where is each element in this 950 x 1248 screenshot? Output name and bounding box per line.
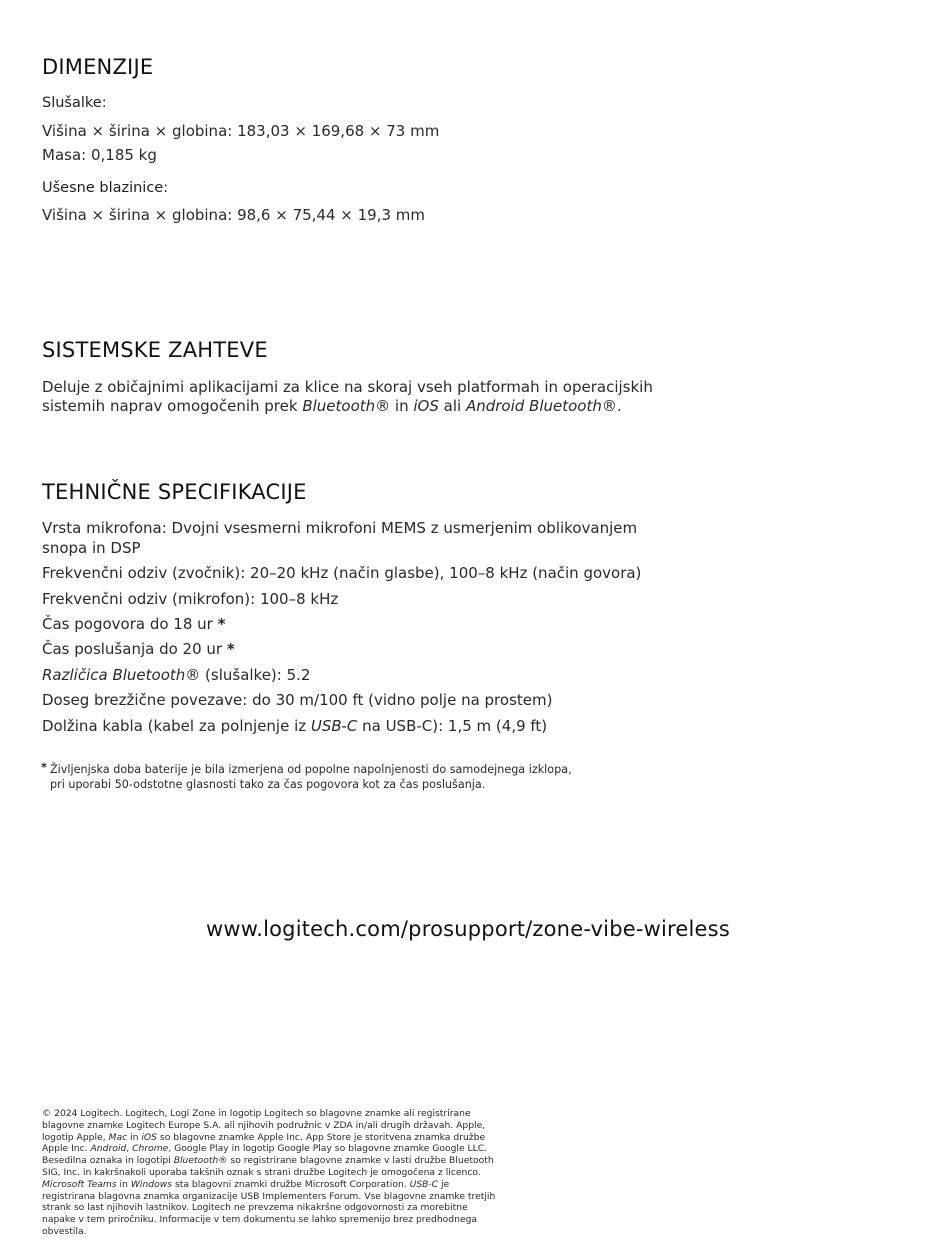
legal-bluetooth: Bluetooth® <box>173 1155 228 1167</box>
headphones-label: Slušalke: <box>42 95 107 111</box>
earpads-size: Višina × širina × globina: 98,6 × 75,44 × 19,3 mm <box>42 206 426 224</box>
spec-bluetooth-version <box>42 665 310 685</box>
footnote <box>41 762 572 792</box>
legal-ios: iOS <box>141 1131 157 1143</box>
legal-text: so blagovne znamke Apple Inc. App Store je storitvena znamka družbe Apple Inc. <box>42 1131 486 1155</box>
legal-teams: Microsoft Teams <box>42 1178 117 1190</box>
spec-mic-line-1: Vrsta mikrofona: Dvojni vsesmerni mikrofoni MEMS z usmerjenim oblikovanjem <box>42 519 638 537</box>
legal-text: so registrirane blagovne znamke v lasti družbe Bluetooth SIG, Inc. in kakršnakoli uporaba takšnih oznak s strani družbe Logitech je omogočena z licenco. <box>42 1155 494 1178</box>
listen-time-text: Čas poslušanja do 20 ur <box>42 640 223 658</box>
spec-mic-line-2: snopa in DSP <box>42 539 141 557</box>
bluetooth-text: Bluetooth <box>302 397 376 415</box>
legal-text: in <box>116 1178 131 1190</box>
cable-text: na USB-C): 1,5 m (4,9 ft) <box>357 717 548 735</box>
legal-text: , <box>126 1143 133 1155</box>
headphones-size: Višina × širina × globina: 183,03 × 169,68 × 73 mm <box>42 122 440 140</box>
legal-text: je registrirana blagovna znamka organizacije USB Implementers Forum. Vse blagovne znamke tretjih strank so last njihovih lastnikov. Logitech ne prevzema nikakršne odgovornosti za morebitne napake v tem priročniku. Informacije v tem dokumentu se lahko spremenijo brez predhodnega obvestila. <box>42 1178 496 1237</box>
bluetooth-version-label: Različica Bluetooth <box>42 666 186 684</box>
system-heading: SISTEMSKE ZAHTEVE <box>42 338 268 362</box>
ios-text: iOS <box>413 397 439 415</box>
bluetooth-version-value: ® (slušalke): 5.2 <box>185 666 311 684</box>
legal-chrome: Chrome <box>132 1143 169 1155</box>
usbc-text: USB-C <box>310 717 358 735</box>
legal-text: , Google Play in logotip Google Play so blagovne znamke Google LLC. Besedilna oznaka in logotipi <box>42 1143 488 1167</box>
support-url[interactable]: www.logitech.com/prosupport/zone-vibe-wireless <box>206 917 730 941</box>
spec-listen-time <box>42 639 235 659</box>
android-bluetooth-text: Android Bluetooth <box>465 397 602 415</box>
legal-notice <box>42 1108 502 1238</box>
spec-cable <box>42 716 547 736</box>
system-text: ®. <box>601 397 622 415</box>
legal-text: in <box>127 1131 142 1143</box>
headphones-mass: Masa: 0,185 kg <box>42 146 157 164</box>
legal-usbc: USB-C <box>409 1178 439 1190</box>
earpads-label: Ušesne blazinice: <box>42 180 169 196</box>
cable-text: Dolžina kabla (kabel za polnjenje iz <box>42 717 311 735</box>
specs-heading: TEHNIČNE SPECIFIKACIJE <box>42 480 307 504</box>
footnote-mark: * <box>41 761 47 774</box>
legal-text: sta blagovni znamki družbe Microsoft Corporation. <box>172 1178 410 1190</box>
asterisk: * <box>217 615 226 633</box>
system-text: ali <box>438 397 466 415</box>
system-line-1: Deluje z običajnimi aplikacijami za klice na skoraj vseh platformah in operacijskih <box>42 378 653 396</box>
legal-android: Android <box>90 1143 127 1155</box>
spec-range: Doseg brezžične povezave: do 30 m/100 ft (vidno polje na prostem) <box>42 691 553 709</box>
asterisk: * <box>226 640 235 658</box>
dimensions-heading: DIMENZIJE <box>42 55 154 79</box>
spec-freq-mic: Frekvenčni odziv (mikrofon): 100–8 kHz <box>42 590 339 608</box>
system-text: sistemih naprav omogočenih prek <box>42 397 303 415</box>
system-line-2 <box>42 396 622 416</box>
footnote-line-1: Življenjska doba baterije je bila izmerjena od popolne napolnjenosti do samodejnega izklopa, <box>50 763 572 776</box>
talk-time-text: Čas pogovora do 18 ur <box>42 615 213 633</box>
legal-windows: Windows <box>130 1178 173 1190</box>
spec-freq-speaker: Frekvenčni odziv (zvočnik): 20–20 kHz (način glasbe), 100–8 kHz (način govora) <box>42 564 642 582</box>
system-text: ® in <box>375 397 414 415</box>
footnote-line-2: pri uporabi 50-odstotne glasnosti tako za čas pogovora kot za čas poslušanja. <box>50 778 486 791</box>
spec-talk-time <box>42 614 225 634</box>
legal-mac: Mac <box>108 1131 128 1143</box>
legal-text: © 2024 Logitech. Logitech, Logi Zone in logotip Logitech so blagovne znamke ali registrirane blagovne znamke Logitech Europe S.A. ali njihovih podružnic v ZDA in/ali drugih državah. Apple, logotip Apple, <box>42 1108 486 1143</box>
